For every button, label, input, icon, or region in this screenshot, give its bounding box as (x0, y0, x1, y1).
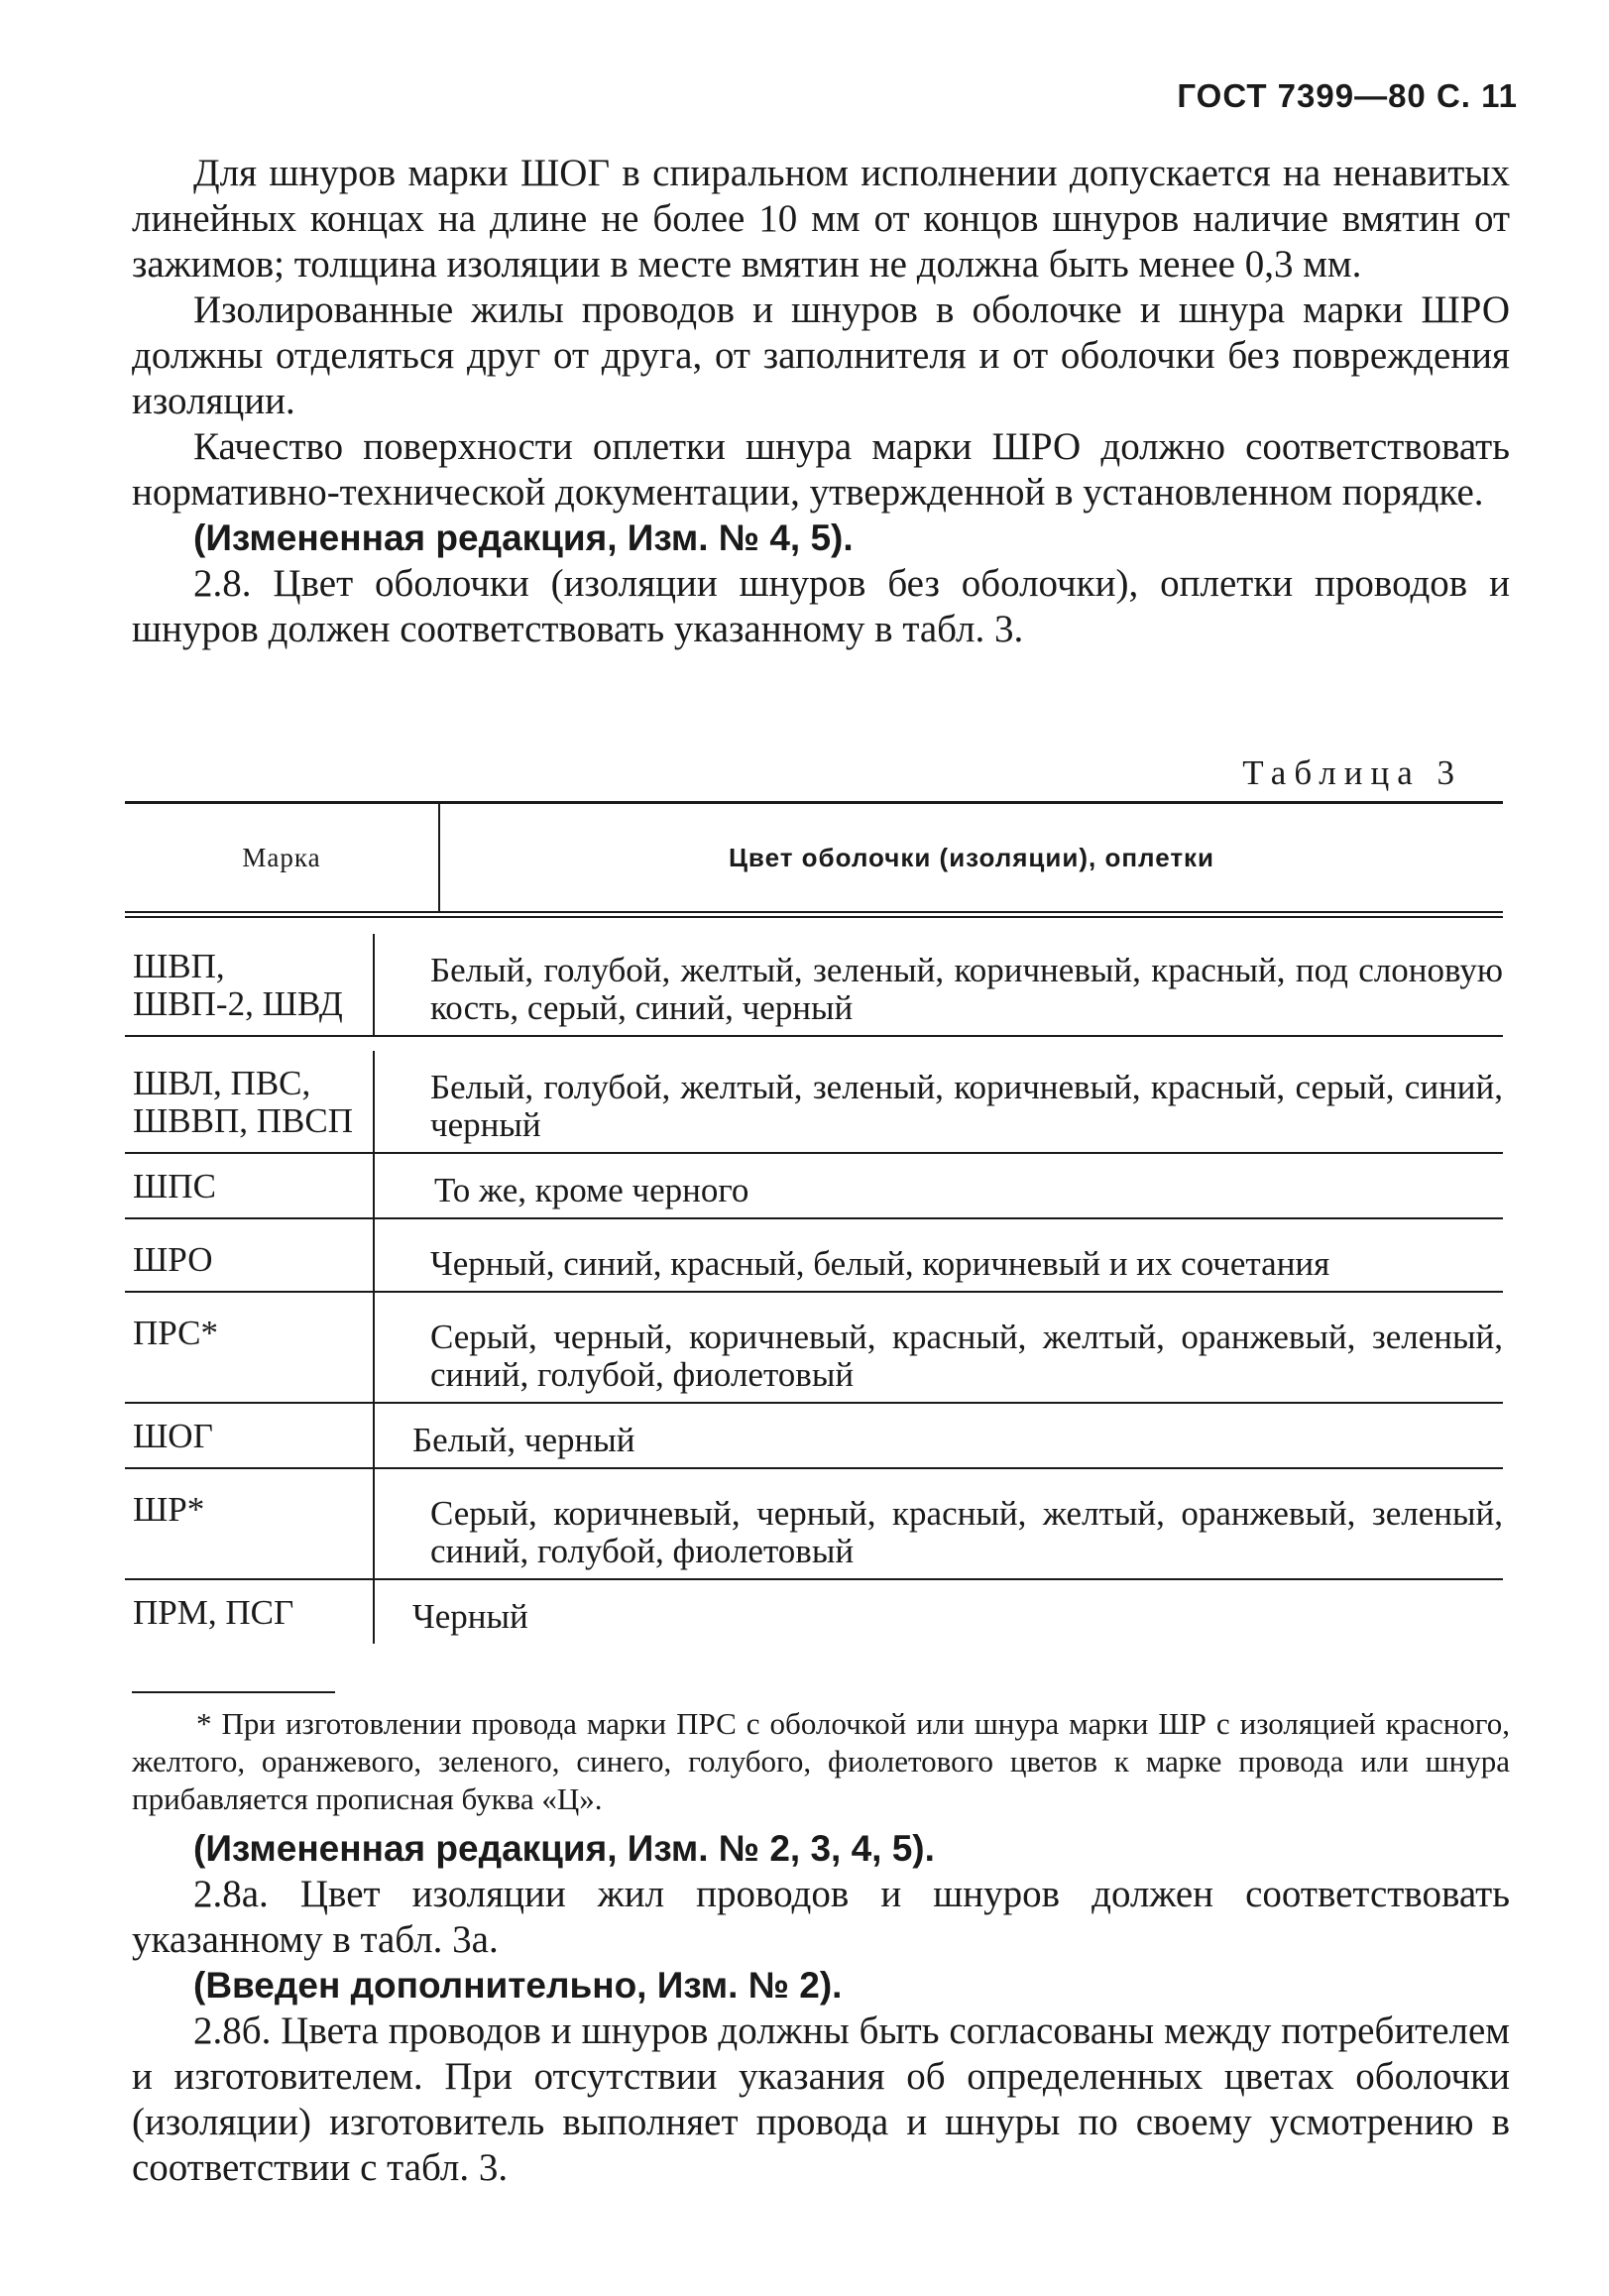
cell-mark: ШРО (133, 1240, 213, 1279)
paragraph-shog-dents: Для шнуров марки ШОГ в спиральном исполнении допускается на ненавитых линейных концах на длине не более 10 мм от концов шнуров наличие вмятин от зажимов; толщина изоляции в месте вмятин не должна быть менее 0,3 мм. (132, 152, 1510, 286)
cell-color: Серый, черный, коричневый, красный, желтый, оранжевый, зеленый, синий, голубой, фиолетовый (373, 1293, 1503, 1402)
table-row (125, 1051, 1503, 1154)
cell-color: Белый, черный (373, 1404, 1503, 1467)
cell-color: Серый, коричневый, черный, красный, желтый, оранжевый, зеленый, синий, голубой, фиолетовый (373, 1469, 1503, 1578)
table-row (125, 934, 1503, 1037)
paragraph-insulated-cores: Изолированные жилы проводов и шнуров в оболочке и шнура марки ШРО должны отделяться друг от друга, от заполнителя и от оболочки без повреждения изоляции. (132, 288, 1510, 422)
color-table (125, 801, 1503, 1644)
cell-color: Черный (373, 1580, 1503, 1644)
header-color: Цвет оболочки (изоляции), оплетки (438, 804, 1503, 911)
table-row (125, 1404, 1503, 1469)
amendment-note-2-3-4-5: (Измененная редакция, Изм. № 2, 3, 4, 5). (193, 1828, 935, 1869)
cell-mark: ПРМ, ПСГ (133, 1593, 294, 1632)
cell-color: Черный, синий, красный, белый, коричневый и их сочетания (373, 1219, 1503, 1291)
body-text-bottom (132, 1826, 1510, 2191)
table-row (125, 1154, 1503, 1219)
header-mark: Марка (242, 842, 321, 872)
paragraph-braid-quality: Качество поверхности оплетки шнура марки ШРО должно соответствовать нормативно-технической документации, утвержденной в установленном порядке. (132, 425, 1510, 514)
cell-color: То же, кроме черного (373, 1154, 1503, 1217)
table-row (125, 1580, 1503, 1644)
paragraph-2-8: 2.8. Цвет оболочки (изоляции шнуров без оболочки), оплетки проводов и шнуров должен соответствовать указанному в табл. 3. (132, 562, 1510, 650)
table-caption: Таблица 3 (1242, 753, 1462, 792)
cell-color: Белый, голубой, желтый, зеленый, коричневый, красный, серый, синий, черный (373, 1051, 1503, 1152)
amendment-note-introduced: (Введен дополнительно, Изм. № 2). (193, 1965, 843, 2006)
table-header-rule (125, 911, 1503, 918)
table-row (125, 1293, 1503, 1404)
table-row (125, 1219, 1503, 1293)
amendment-note-4-5: (Измененная редакция, Изм. № 4, 5). (193, 517, 854, 558)
paragraph-2-8a: 2.8а. Цвет изоляции жил проводов и шнуров должен соответствовать указанному в табл. 3а. (132, 1873, 1510, 1961)
cell-mark: ШВП, ШВП-2, ШВД (133, 947, 343, 1023)
cell-mark: ШПС (133, 1167, 216, 1205)
page-header: ГОСТ 7399—80 С. 11 (1177, 77, 1518, 114)
table-header (125, 804, 1503, 911)
body-text-top (132, 151, 1510, 652)
table-row (125, 1469, 1503, 1580)
footnote: * При изготовлении провода марки ПРС с оболочкой или шнура марки ШР с изоляцией красного, желтого, оранжевого, зеленого, синего, голубого, фиолетового цветов к марке провода или шнура прибавляется прописная буква «Ц». (132, 1706, 1510, 1816)
paragraph-2-8b: 2.8б. Цвета проводов и шнуров должны быть согласованы между потребителем и изготовителем. При отсутствии указания об определенных цветах оболочки (изоляции) изготовитель выполняет провода и шнуры по своему усмотрению в соответствии с табл. 3. (132, 2009, 1510, 2189)
cell-mark: ШВЛ, ПВС, ШВВП, ПВСП (133, 1064, 354, 1140)
cell-mark: ПРС* (133, 1314, 219, 1352)
footnote-rule (132, 1691, 335, 1693)
cell-color: Белый, голубой, желтый, зеленый, коричневый, красный, под слоновую кость, серый, синий, черный (373, 934, 1503, 1035)
cell-mark: ШР* (133, 1490, 205, 1529)
cell-mark: ШОГ (133, 1417, 213, 1455)
